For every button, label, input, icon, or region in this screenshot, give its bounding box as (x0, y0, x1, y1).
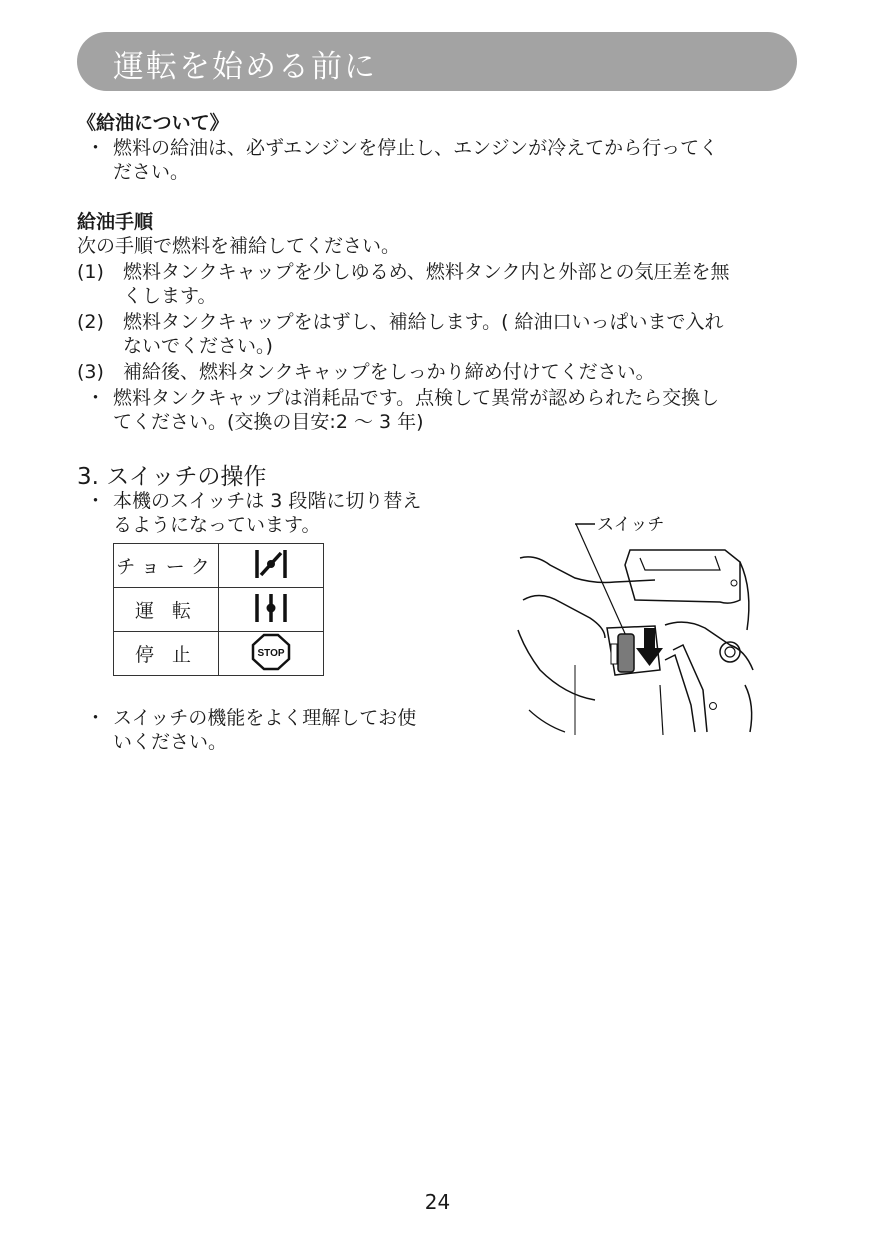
mode-label-stop: 停 止 (114, 632, 219, 676)
header-bar (77, 32, 797, 91)
step-text: ないでください。) (123, 335, 273, 357)
step-text: 燃料タンクキャップを少しゆるめ、燃料タンク内と外部との気圧差を無 (123, 261, 730, 283)
switch-mode-table (113, 543, 324, 676)
refuel-procedure-intro: 次の手順で燃料を補給してください。 (77, 235, 401, 257)
refuel-procedure-heading: 給油手順 (77, 211, 154, 233)
step-text: 補給後、燃料タンクキャップをしっかり締め付けてください。 (123, 361, 655, 383)
switch-section-heading: 3. スイッチの操作 (77, 464, 267, 490)
bullet: ・ (86, 387, 106, 409)
bullet: ・ (86, 137, 106, 159)
step-number: (2) (77, 311, 104, 333)
cap-note-line1: 燃料タンクキャップは消耗品です。点検して異常が認められたら交換し (113, 387, 720, 409)
table-row (114, 544, 324, 588)
stop-icon (251, 633, 291, 671)
switch-desc-line1: 本機のスイッチは 3 段階に切り替え (113, 490, 422, 512)
refuel-note-line2: ださい。 (113, 161, 190, 183)
step-text: くします。 (123, 285, 217, 307)
cap-note-line2: てください。(交換の目安:2 ～ 3 年) (113, 411, 424, 433)
step-text: 燃料タンクキャップをはずし、補給します。( 給油口いっぱいまで入れ (123, 311, 724, 333)
bullet: ・ (86, 490, 106, 512)
step-number: (1) (77, 261, 104, 283)
step-number: (3) (77, 361, 104, 383)
mode-label-run: 運 転 (114, 588, 219, 632)
mode-label-choke: チョーク (114, 544, 219, 588)
engine-switch-illustration (515, 510, 760, 735)
page-number: 24 (424, 1190, 451, 1214)
choke-icon (251, 546, 291, 582)
illustration-label: スイッチ (597, 515, 665, 535)
run-icon (251, 590, 291, 626)
switch-tip-line1: スイッチの機能をよく理解してお使 (113, 707, 417, 729)
refuel-note-heading: 《給油について》 (77, 112, 229, 134)
page-title: 運転を始める前に (113, 49, 377, 85)
switch-tip-line2: いください。 (113, 731, 228, 753)
switch-desc-line2: るようになっています。 (113, 514, 321, 536)
refuel-note-line1: 燃料の給油は、必ずエンジンを停止し、エンジンが冷えてから行ってく (113, 137, 719, 159)
table-row (114, 588, 324, 632)
table-row (114, 632, 324, 676)
stop-icon-text: STOP (257, 647, 285, 659)
bullet: ・ (86, 707, 106, 729)
